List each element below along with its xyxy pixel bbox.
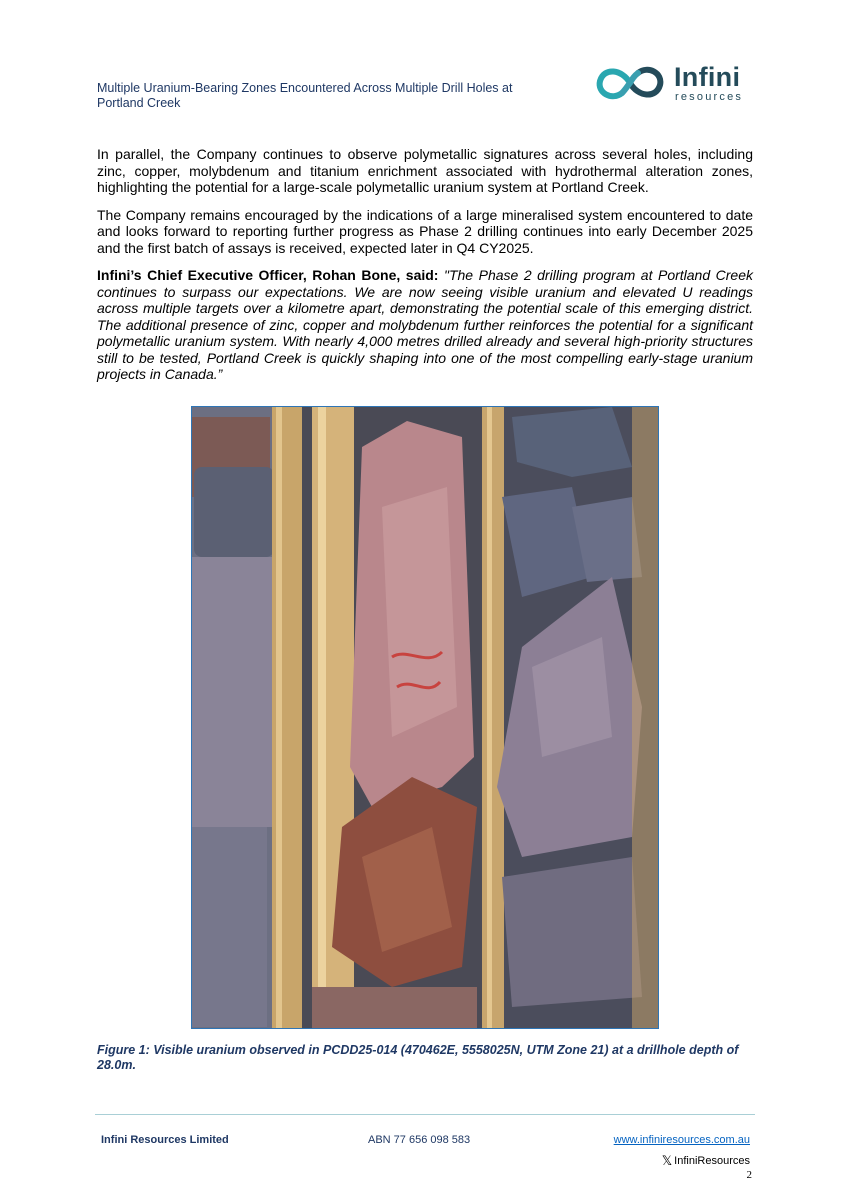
- footer-social-handle[interactable]: [662, 1153, 750, 1169]
- figure-caption: Figure 1: Visible uranium observed in PCDD25-014 (470462E, 5558025N, UTM Zone 21) at a drillhole depth of 28.0m.: [97, 1043, 739, 1072]
- footer-abn: ABN 77 656 098 583: [368, 1134, 471, 1146]
- ceo-quote-paragraph: [97, 267, 753, 383]
- footer-divider: [95, 1114, 755, 1115]
- footer-website-link[interactable]: www.infiniresources.com.au: [613, 1134, 750, 1146]
- drill-core-image: [192, 407, 658, 1028]
- paragraph-encouraged: The Company remains encouraged by the indications of a large mineralised system encountered to date and looks forward to reporting further progress as Phase 2 drilling continues into early December 2025 and the first batch of assays is received, expected later in Q4 CY2025.: [97, 206, 753, 256]
- drill-core-photo: [191, 406, 659, 1029]
- page-number: 2: [746, 1169, 752, 1181]
- document-body: [97, 146, 753, 394]
- social-handle-text: InfiniResources: [674, 1155, 750, 1167]
- infini-logo-icon: [592, 57, 668, 109]
- x-icon: 𝕏: [661, 1153, 673, 1168]
- logo-wordmark: Infini: [674, 61, 741, 92]
- company-logo: [592, 57, 757, 109]
- footer-company-name: Infini Resources Limited: [101, 1134, 229, 1146]
- document-header-title: Multiple Uranium-Bearing Zones Encountered Across Multiple Drill Holes at Portland Creek: [97, 81, 513, 110]
- quote-attribution: Infini’s Chief Executive Officer, Rohan Bone, said:: [97, 267, 439, 283]
- quote-text: "The Phase 2 drilling program at Portland Creek continues to surpass our expectations. We are now seeing visible uranium and elevated U readings across multiple targets over a kilometre apart, demonstrating the potential scale of this emerging district. The additional presence of zinc, copper and molybdenum further reinforces the potential for a significant polymetallic uranium system. With nearly 4,000 metres drilled already and several high-priority structures still to be tested, Portland Creek is quickly shaping into one of the most compelling early-stage uranium projects in Canada.”: [97, 267, 753, 382]
- paragraph-polymetallic: In parallel, the Company continues to observe polymetallic signatures across several holes, including zinc, copper, molybdenum and titanium enrichment associated with hydrothermal alteration zones, highlighting the potential for a large-scale polymetallic uranium system at Portland Creek.: [97, 146, 753, 195]
- logo-subtitle: resources: [675, 90, 744, 103]
